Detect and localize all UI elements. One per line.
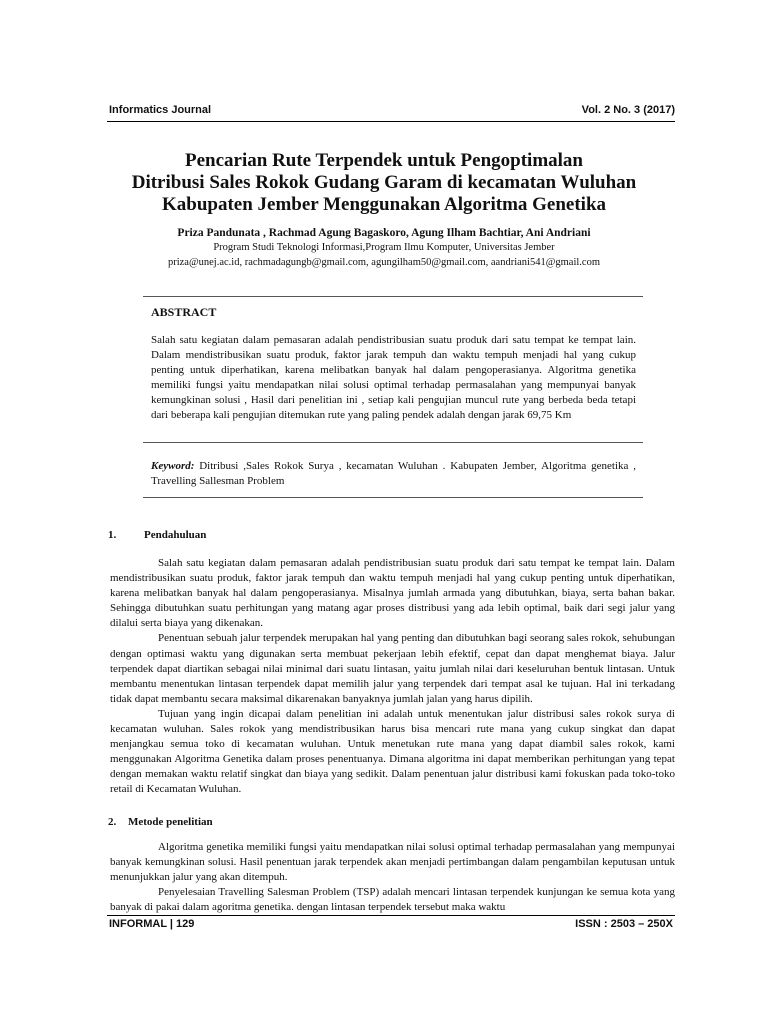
section-2-title: Metode penelitian [128,816,213,828]
paragraph: Penentuan sebuah jalur terpendek merupakan hal yang penting dan dibutuhkan bagi seorang sales rokok, sehubungan dengan optimasi waktu yang digunakan serta membuat pekerjaan lebih efektif, cepat dan dapat menghemat biaya. Jalur terpendek dapat diartikan sebagai nilai minimal dari suatu lintasan, yaitu jumlah nilai dari keseluruhan bentuk lintasan. Untuk membantu menentukan lintasan terpendek dapat memilih jalur yang terpendek dari tempat asal ke tujuan. Hal ini terkadang tidak dapat membantu secara maksimal dikarenakan banyaknya jumlah jalan yang harus dipilih. [110,632,675,705]
running-header [107,104,675,120]
section-1-title: Pendahuluan [144,529,207,541]
section-1-heading [108,529,206,541]
footer-rule [107,915,675,916]
abstract-bottom-rule [143,442,643,443]
paragraph: Salah satu kegiatan dalam pemasaran adalah pendistribusian suatu produk dari satu tempat ke tempat lain. Dalam mendistribusikan suatu produk, faktor jarak tempuh dan waktu tempuh menjadi hal yang cukup penting untuk diperhatikan, karena melibatkan banyak hal dalam pengoperasianya. Misalnya jumlah armada yang dibutuhkan, biaya, serta bahan bakar. Sehingga dibutuhkan suatu perhitungan yang matang agar proses distribusi yang ada lebih optimal, baik dari segi jalur yang dilalui serta biaya yang dikenakan. [110,557,675,630]
paragraph: Penyelesaian Travelling Salesman Problem (TSP) adalah mencari lintasan terpendek kunjungan ke semua kota yang banyak di pakai dalam agoritma genetika. dengan lintasan terpendek tersebut maka waktu [110,886,675,914]
keyword-label: Keyword: [151,460,195,472]
keyword-text: Ditribusi ,Sales Rokok Surya , kecamatan Wuluhan . Kabupaten Jember, Algoritma genetika , Travelling Sallesman Problem [151,460,636,487]
author-list: Priza Pandunata , Rachmad Agung Bagaskoro, Agung Ilham Bachtiar, Ani Andriani [177,227,591,239]
section-2-heading [108,816,213,828]
section-1-body [110,556,675,798]
keywords [151,459,636,489]
abstract-top-rule [143,296,643,297]
affiliation: Program Studi Teknologi Informasi,Program Ilmu Komputer, Universitas Jember [213,242,555,253]
paper-title [60,150,708,216]
title-line-1: Pencarian Rute Terpendek untuk Pengoptimalan [185,150,583,171]
page-number: INFORMAL | 129 [109,918,195,930]
author-emails: priza@unej.ac.id, rachmadagungb@gmail.com, agungilham50@gmail.com, aandriani541@gmail.com [167,257,600,268]
header-rule [107,121,675,122]
running-footer [107,918,675,934]
abstract-text: Salah satu kegiatan dalam pemasaran adalah pendistribusian suatu produk dari satu tempat ke tempat lain. Dalam mendistribusikan suatu produk, faktor jarak tempuh dan waktu tempuh menjadi hal yang cukup penting untuk diperhatikan, karena melibatkan banyak hal dalam pengoperasianya. Algoritma genetika memiliki fungsi yaitu mendapatkan nilai solusi optimal terhadap permasalahan yang mempunyai banyak kemungkinan solusi , Hasil dari penelitian ini , setiap kali pengujian muncul rute yang berbeda beda tetapi dari beberapa kali pengujian ditemukan rute yang paling pendek adalah dengan jarak 69,75 Km [151,334,636,421]
title-line-2: Ditribusi Sales Rokok Gudang Garam di kecamatan Wuluhan [131,172,637,193]
abstract-heading: ABSTRACT [151,305,217,319]
title-line-3: Kabupaten Jember Menggunakan Algoritma Genetika [161,194,607,215]
paragraph: Algoritma genetika memiliki fungsi yaitu mendapatkan nilai solusi optimal terhadap permasalahan yang mempunyai banyak kemungkinan solusi. Hasil penentuan jarak terpendek akan menjadi pertimbangan dalam pengambilan keputusan untuk menunjukkan jalur yang akan ditempuh. [110,841,675,884]
issn: ISSN : 2503 – 250X [575,918,673,930]
journal-name: Informatics Journal [109,104,212,116]
section-2-number: 2. [108,816,117,828]
keyword-bottom-rule [143,497,643,498]
volume-info: Vol. 2 No. 3 (2017) [581,104,675,116]
paragraph: Tujuan yang ingin dicapai dalam penelitian ini adalah untuk menentukan jalur distribusi sales rokok surya di kecamatan wuluhan. Sales rokok yang mendistribusikan harus bisa mencari rute mana yang cukup singkat dan dapat menjangkau semua toko di kecamatan wuluhan. Untuk menetukan rute mana yang dapat diambil sales rokok, kami menggunakan Algoritma Genetika dalam proses penentuanya. Dimana algoritma ini dapat memberikan perhitungan yang tepat dengan memakan waktu relatif singkat dan biaya yang sedikit. Dalam penentuan jalur distribusi kami fokuskan pada toko-toko retail di Kecamatan Wuluhan. [110,707,675,796]
section-1-number: 1. [108,529,117,541]
section-2-body [110,840,675,915]
